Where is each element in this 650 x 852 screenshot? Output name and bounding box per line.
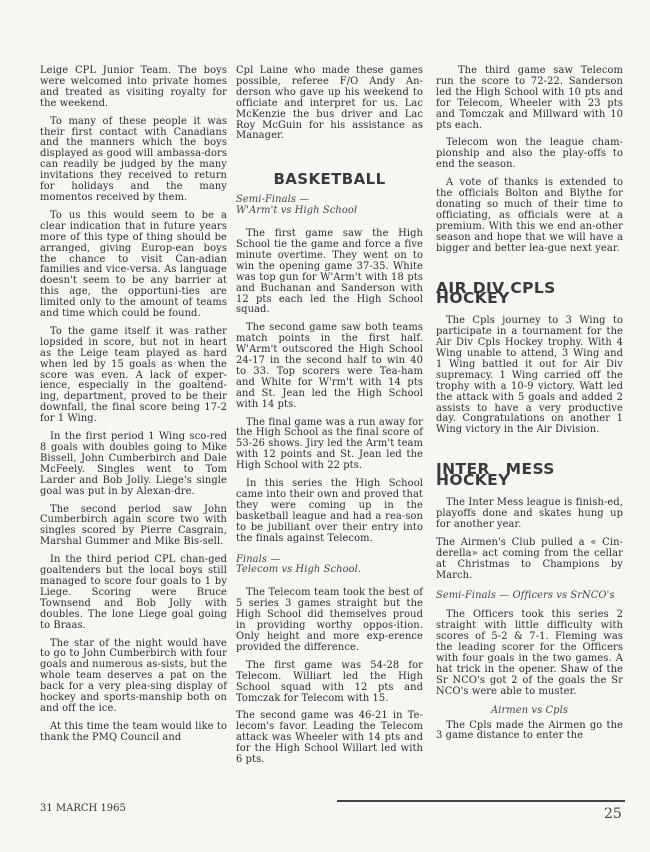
section-heading-air-div-cpls-hockey: AIR DIV CPLS HOCKEY — [436, 278, 556, 308]
paragraph: The Telecom team took the best of 5 series 3 games straight but the High School did themselves proud in providing worthy oppos-ition. Only height and more exp-erence provided the difference. — [236, 587, 423, 653]
subheading-label: Finals — — [236, 553, 281, 565]
paragraph: The second game saw both teams match points in the first half. W'Arm't outscored the High School 24-17 in the second half to win 40 to 33. Top scorers were Tea-ham and White for W'rm't with 14 pts and St. Jean led the High School with 14 pts. — [236, 322, 423, 410]
column-3 — [436, 66, 623, 749]
section-heading-inter-mess-hockey: INTER MESS HOCKEY — [436, 460, 555, 490]
subheading-match: W'Arm't vs High School — [236, 205, 358, 217]
paragraph: To many of these people it was their first contact with Canadians and the manners which the boys displayed as good will ambassa-dors can readily be judged by the many invitations they received to return for holidays and the many momentos received by them. — [40, 115, 227, 203]
paragraph: To us this would seem to be a clear indication that in future years more of this type of thing should be arranged, giving Europ-ean boys the chance to visit Can-adian families and vice-versa. As language doesn't seem to be any barrier at this age, the opportuni-ties are limited only to the amount of teams and time which could be found. — [40, 209, 227, 320]
paragraph: In the first period 1 Wing sco-red 8 goals with doubles going to Mike Bissell, John Cumberbirch and Dale McFeely. Singles went to Tom Larder and Bob Jolly. Liege's single goal was put in by Alexan-dre. — [40, 431, 227, 497]
paragraph: In the third period CPL chan-ged goaltenders but the local boys still managed to score four goals to 1 by Liege. Scoring were Bruce Townsend and Bob Jolly with doubles. The lone Liege goal going to Braas. — [40, 554, 227, 631]
subheading-finals — [236, 555, 423, 577]
paragraph: The star of the night would have to go to John Cumberbirch with four goals and numerous as-sists, but the whole team deserves a pat on the back for a very plea-sing display of hockey and sports-manship both on and off the ice. — [40, 637, 227, 714]
paragraph: The first game was 54-28 for Telecom. Williart led the High School squad with 12 pts and Tomczak for Telecom with 15. — [236, 659, 423, 704]
paragraph: The Airmen's Club pulled a « Cin-derella» act coming from the cellar at Christmas to Champions by March. — [436, 536, 623, 581]
subheading-label: Airmen vs Cpls — [490, 704, 568, 716]
subheading-label: Semi-Finals — — [236, 194, 310, 206]
paragraph: The second game was 46-21 in Te-lecom's favor. Leading the Telecom attack was Wheeler with 14 pts and for the High School Willart led with 6 pts. — [236, 710, 423, 766]
paragraph: The second period saw John Cumberbirch again score two with singles scored by Pierre Casgrain, Marshal Gummer and Mike Bis-sell. — [40, 503, 227, 548]
paragraph: The Officers took this series 2 straight with little difficulty with scores of 5-2 & 7-1. Fleming was the leading scorer for the Officers with four goals in the two games. A hat trick in the opener. Shaw of the Sr NCO's got 2 of the goals the Sr NCO's were able to muster. — [436, 609, 623, 697]
column-1 — [40, 66, 227, 751]
subheading-match: Telecom vs High School. — [236, 564, 362, 576]
paragraph: The Inter Mess league is finish-ed, playoffs done and skates hung up for another year. — [436, 497, 623, 530]
paragraph: Leige CPL Junior Team. The boys were welcomed into private homes and treated as visiting royalty for the weekend. — [40, 65, 227, 109]
subheading-semi-finals — [236, 195, 423, 217]
paragraph: The Cpls made the Airmen go the 3 game distance to enter the — [436, 719, 623, 742]
paragraph: The first game saw the High School tie the game and force a five minute overtime. They went on to win the opening game 37-35. White was top gun for W'Arm't with 18 pts and Buchanan and Sanderson with 12 pts each led the High School squad. — [236, 228, 423, 316]
paragraph: To the game itself it was rather lopsided in score, but not in heart as the Leige team played as hard when led by 15 goals as when the score was even. A lack of exper-ience, especially in the goaltend-ing, department, proved to be their downfall, the final score being 17-2 for 1 Wing. — [40, 325, 227, 425]
subheading-airmen-vs-cpls — [436, 706, 623, 717]
paragraph: The third game saw Telecom run the score to 72-22. Sanderson led the High School with 10 pts and for Telecom, Wheeler with 23 pts and Tomczak and Millward with 10 pts each. — [436, 65, 623, 131]
footer-date: 31 MARCH 1965 — [40, 803, 126, 814]
paragraph: At this time the team would like to thank the PMQ Council and — [40, 720, 227, 743]
paragraph: The Cpls journey to 3 Wing to participate in a tournament for the Air Div Cpls Hockey trophy. With 4 Wing unable to attend, 3 Wing and 1 Wing battled it out for Air Div supremacy. 1 Wing carried off the trophy with a 10-9 victory. Watt led the attack with 5 goals and added 2 assists to have a very productive day. Congratulations on another 1 Wing victory in the Air Division. — [436, 315, 623, 436]
paragraph: Cpl Laine who made these games possible, referee F/O Andy An-derson who gave up his weekend to officiate and interpret for us. Lac McKenzie the bus driver and Lac Roy McGuin for his assistance as Manager. — [236, 65, 423, 142]
paragraph: In this series the High School came into their own and proved that they were coming up in the basketball league and had a rea-son to be jubiliant over their entry into the finals against Telecom. — [236, 478, 423, 544]
paragraph: A vote of thanks is extended to the officials Bolton and Blythe for donating so much of their time to officiating, as officials were at a premium. With this we end an-other season and hope that we will have a bigger and better lea-gue next year. — [436, 177, 623, 254]
column-2 — [236, 66, 423, 773]
page-number: 25 — [604, 806, 622, 822]
footer-divider — [337, 800, 625, 802]
section-heading-basketball: BASKETBALL — [273, 170, 386, 189]
subheading-semi-finals — [436, 591, 623, 602]
paragraph: The final game was a run away for the High School as the final score of 53-26 shows. Jiry led the Arm't team with 12 points and St. Jean led the High School with 22 pts. — [236, 416, 423, 472]
subheading-label: Semi-Finals — Officers vs SrNCO's — [436, 590, 615, 602]
paragraph: Telecom won the league cham-pionship and also the play-offs to end the season. — [436, 137, 623, 171]
